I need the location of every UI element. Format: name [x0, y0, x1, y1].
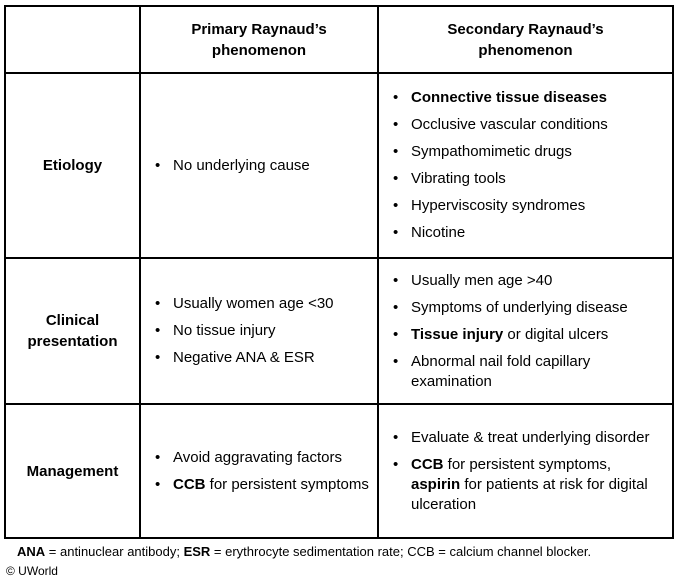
text-segment: for persistent symptoms — [205, 475, 369, 493]
text-segment: No tissue injury — [173, 322, 276, 339]
bullet-icon: • — [393, 298, 399, 316]
bullet-item — [153, 348, 369, 368]
bullet-item — [391, 455, 664, 515]
secondary-cell — [378, 258, 673, 404]
bullet-icon: • — [393, 352, 399, 370]
bullet-item — [391, 428, 664, 448]
primary-cell — [140, 258, 378, 404]
bullet-icon: • — [155, 156, 161, 174]
text-segment: for persistent symptoms, — [443, 455, 612, 473]
bullet-icon: • — [393, 455, 399, 473]
bullet-text — [411, 325, 664, 345]
bullet-text — [411, 298, 664, 318]
bullet-text — [411, 142, 664, 162]
table-body — [5, 73, 673, 538]
bullet-text — [173, 475, 369, 495]
bullet-item — [391, 142, 664, 162]
bullet-item — [153, 475, 369, 495]
bullet-text — [173, 294, 369, 314]
secondary-cell — [378, 73, 673, 258]
bold-text-segment: Tissue injury — [411, 325, 504, 343]
bullet-item — [153, 448, 369, 468]
text-segment: = antinuclear antibody; — [45, 544, 184, 559]
bullet-item — [391, 325, 664, 345]
bold-text-segment: aspirin — [411, 475, 461, 493]
bullet-icon: • — [393, 197, 399, 214]
text-segment: Usually women age <30 — [173, 295, 334, 312]
bullet-item — [391, 271, 664, 291]
bullet-icon: • — [393, 89, 399, 106]
text-segment: Vibrating tools — [411, 170, 506, 187]
table-row — [5, 404, 673, 538]
bullet-item — [153, 156, 369, 176]
bullet-text — [173, 348, 369, 368]
header-row — [5, 6, 673, 73]
text-segment: Sympathomimetic drugs — [411, 143, 572, 160]
table-row — [5, 73, 673, 258]
bullet-text — [411, 223, 664, 243]
table-row — [5, 258, 673, 404]
bullet-text — [411, 271, 664, 291]
bullet-text — [411, 196, 664, 216]
bullet-icon: • — [393, 116, 399, 133]
bold-text-segment: Connective tissue diseases — [411, 89, 607, 106]
bullet-icon: • — [393, 224, 399, 241]
bullet-item — [153, 294, 369, 314]
bullet-item — [391, 196, 664, 216]
bullet-text — [411, 115, 664, 135]
raynaud-comparison-table — [4, 5, 674, 539]
bullet-icon: • — [393, 428, 399, 446]
primary-header-label: Primary Raynaud’s phenomenon — [191, 20, 327, 59]
bullet-text — [411, 169, 664, 189]
text-segment: Evaluate & treat underlying disorder — [411, 428, 650, 446]
secondary-header-label: Secondary Raynaud’s phenomenon — [447, 20, 604, 59]
text-segment: or digital ulcers — [503, 325, 609, 343]
bullet-icon: • — [393, 325, 399, 343]
bullet-text — [411, 428, 664, 448]
secondary-header-cell — [378, 6, 673, 73]
bullet-item — [391, 223, 664, 243]
primary-cell — [140, 404, 378, 538]
text-segment: Hyperviscosity syndromes — [411, 197, 586, 214]
bullet-item — [391, 88, 664, 108]
bullet-text — [411, 455, 664, 515]
corner-cell — [5, 6, 140, 73]
bullet-text — [411, 88, 664, 108]
bullet-icon: • — [155, 295, 161, 312]
copyright: © UWorld — [6, 564, 58, 578]
row-label: Etiology — [42, 157, 103, 174]
primary-header-cell — [140, 6, 378, 73]
bullet-item — [153, 321, 369, 341]
text-segment: Symptoms of underlying disease — [411, 298, 628, 316]
row-label-cell — [5, 404, 140, 538]
bold-text-segment: CCB — [173, 475, 206, 493]
bullet-icon: • — [155, 322, 161, 339]
text-segment: for patients at risk for digital ulceration — [411, 475, 648, 513]
text-segment: = erythrocyte sedimentation rate; CCB = calcium channel blocker. — [210, 544, 592, 559]
text-segment: Occlusive vascular conditions — [411, 116, 608, 133]
text-segment: Avoid aggravating factors — [173, 448, 342, 466]
row-label-cell — [5, 73, 140, 258]
text-segment: No underlying cause — [173, 156, 310, 174]
text-segment: Nicotine — [411, 224, 466, 241]
text-segment: Abnormal nail fold capillary examination — [411, 352, 591, 390]
bullet-icon: • — [393, 143, 399, 160]
text-segment: Negative ANA & ESR — [173, 349, 315, 366]
bullet-icon: • — [155, 349, 161, 366]
row-label-cell — [5, 258, 140, 404]
bullet-text — [173, 448, 369, 468]
primary-cell — [140, 73, 378, 258]
bullet-icon: • — [393, 170, 399, 187]
bullet-icon: • — [155, 448, 161, 466]
secondary-cell — [378, 404, 673, 538]
text-segment: Usually men age >40 — [411, 271, 553, 289]
bold-text-segment: ANA — [17, 544, 46, 559]
row-label: Clinical presentation — [27, 312, 118, 350]
bullet-text — [173, 321, 369, 341]
bullet-item — [391, 169, 664, 189]
footnote — [17, 544, 667, 560]
bold-text-segment: ESR — [183, 544, 211, 559]
bold-text-segment: CCB — [411, 455, 444, 473]
bullet-item — [391, 115, 664, 135]
bullet-item — [391, 298, 664, 318]
bullet-text — [173, 156, 369, 176]
bullet-item — [391, 352, 664, 392]
bullet-icon: • — [393, 271, 399, 289]
bullet-text — [411, 352, 664, 392]
row-label: Management — [26, 462, 119, 480]
bullet-icon: • — [155, 475, 161, 493]
